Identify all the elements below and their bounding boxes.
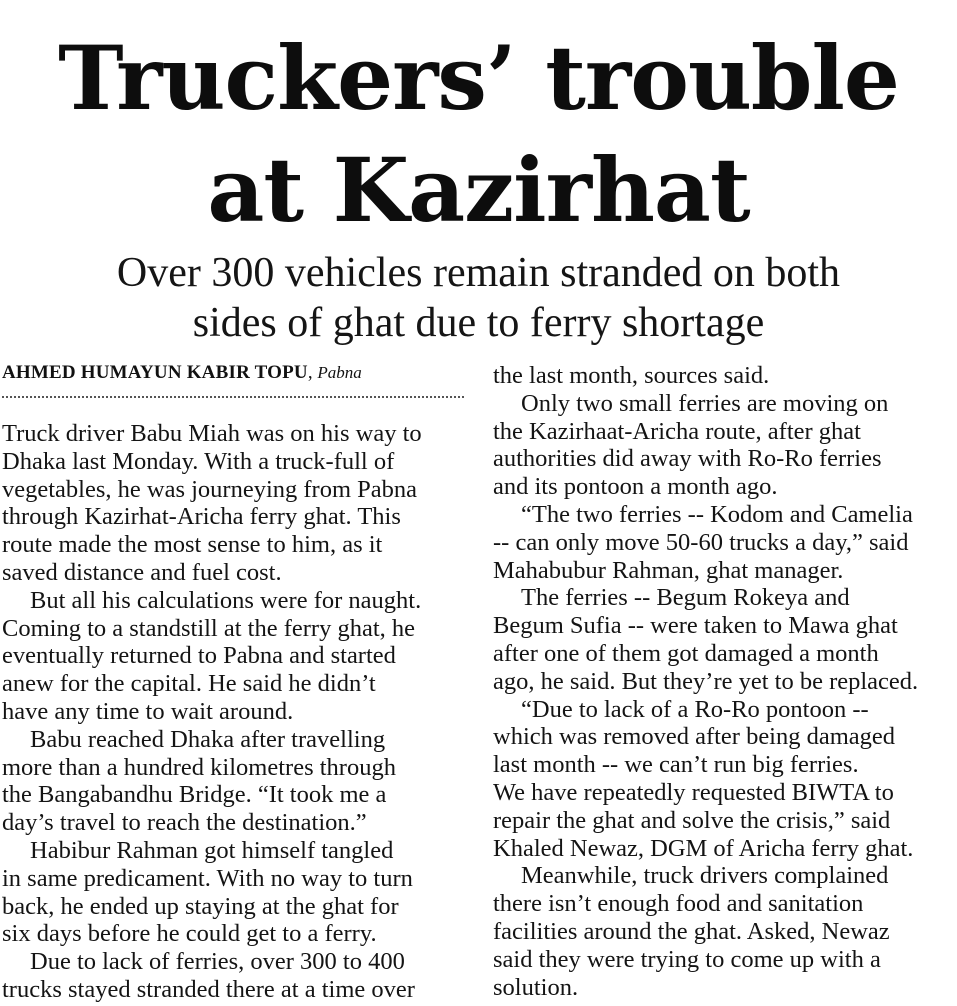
body-line: Dhaka last Monday. With a truck-full of	[2, 447, 395, 475]
body-line: the Bangabandhu Bridge. “It took me a	[2, 781, 387, 809]
body-line: “The two ferries -- Kodom and Camelia	[521, 500, 913, 528]
body-line: anew for the capital. He said he didn’t	[2, 670, 376, 698]
body-line: Khaled Newaz, DGM of Aricha ferry ghat.	[493, 834, 914, 862]
byline-separator: ,	[307, 362, 318, 383]
headline-line-1: Truckers’ trouble	[58, 26, 899, 130]
body-line: authorities did away with Ro-Ro ferries	[493, 445, 882, 473]
body-line: six days before he could get to a ferry.	[2, 920, 377, 948]
body-line: Due to lack of ferries, over 300 to 400	[30, 948, 405, 976]
body-line: which was removed after being damaged	[493, 723, 896, 751]
body-line: ago, he said. But they’re yet to be replaced.	[493, 667, 919, 695]
body-line: Only two small ferries are moving on	[521, 389, 889, 417]
body-line: through Kazirhat-Aricha ferry ghat. This	[2, 503, 401, 531]
body-line: and its pontoon a month ago.	[493, 473, 778, 501]
byline	[2, 360, 464, 386]
byline-divider	[2, 396, 464, 398]
body-line: Habibur Rahman got himself tangled	[30, 836, 394, 864]
byline-author: AHMED HUMAYUN KABIR TOPU	[2, 362, 308, 383]
body-line: saved distance and fuel cost.	[2, 558, 282, 586]
body-line: more than a hundred kilometres through	[2, 753, 396, 781]
body-line: Truck driver Babu Miah was on his way to	[2, 420, 422, 447]
body-line: route made the most sense to him, as it	[2, 531, 383, 559]
body-line: The ferries -- Begum Rokeya and	[521, 584, 850, 612]
headline-line-2: at Kazirhat	[207, 138, 750, 242]
body-line: there isn’t enough food and sanitation	[493, 890, 864, 918]
body-line: Meanwhile, truck drivers complained	[521, 862, 889, 890]
article-column-right	[493, 362, 955, 1001]
body-line: last month -- we can’t run big ferries.	[493, 751, 859, 779]
body-line: back, he ended up staying at the ghat for	[2, 892, 399, 920]
body-line: eventually returned to Pabna and started	[2, 642, 396, 670]
body-line: Mahabubur Rahman, ghat manager.	[493, 556, 844, 584]
body-line: have any time to wait around.	[2, 697, 294, 725]
subheadline-line-2: sides of ghat due to ferry shortage	[192, 300, 765, 346]
body-line: after one of them got damaged a month	[493, 639, 879, 667]
body-line: trucks stayed stranded there at a time over	[2, 975, 415, 1003]
body-line: vegetables, he was journeying from Pabna	[2, 475, 418, 503]
body-line: -- can only move 50-60 trucks a day,” said	[493, 528, 909, 556]
byline-location: Pabna	[317, 363, 362, 382]
body-line: day’s travel to reach the destination.”	[2, 809, 367, 837]
body-line: Begum Sufia -- were taken to Mawa ghat	[493, 612, 898, 640]
body-line: the last month, sources said.	[493, 362, 770, 389]
body-line: the Kazirhaat-Aricha route, after ghat	[493, 417, 861, 445]
article-column-left	[2, 420, 472, 1004]
subheadline	[0, 248, 957, 348]
body-line: facilities around the ghat. Asked, Newaz	[493, 917, 890, 945]
body-line: But all his calculations were for naught.	[30, 586, 422, 614]
body-line: Babu reached Dhaka after travelling	[30, 725, 386, 753]
body-line: said they were trying to come up with a	[493, 945, 881, 973]
body-line: solution.	[493, 973, 579, 1001]
body-line: “Due to lack of a Ro-Ro pontoon --	[521, 695, 869, 723]
body-line: We have repeatedly requested BIWTA to	[493, 778, 894, 806]
body-line: in same predicament. With no way to turn	[2, 864, 413, 892]
body-line: repair the ghat and solve the crisis,” said	[493, 806, 891, 834]
subheadline-line-1: Over 300 vehicles remain stranded on both	[116, 250, 841, 296]
body-line: Coming to a standstill at the ferry ghat, he	[2, 614, 416, 642]
headline	[0, 22, 957, 246]
